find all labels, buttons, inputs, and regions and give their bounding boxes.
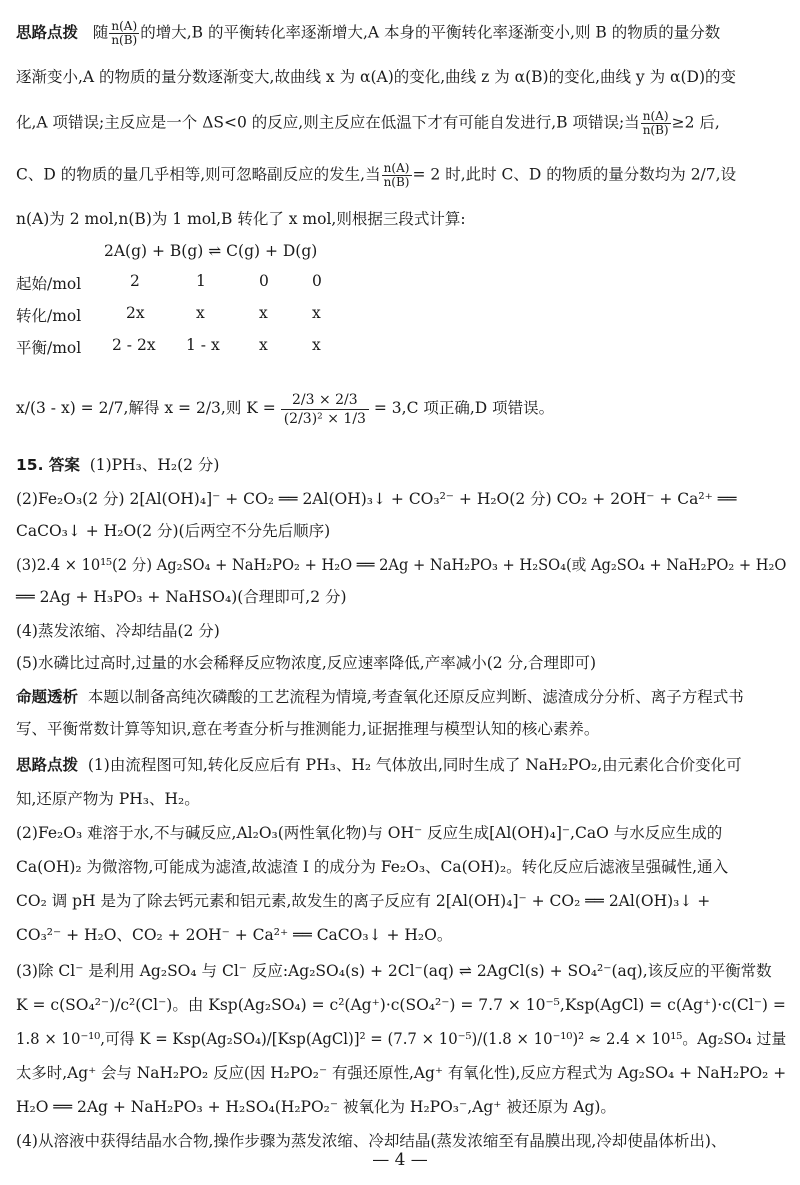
paragraph-line: 知,还原产物为 PH₃、H₂。 [16, 790, 200, 808]
paragraph-line [16, 162, 736, 189]
paragraph-line: 1.8 × 10⁻¹⁰,可得 K = Ksp(Ag₂SO₄)/[Ksp(AgCl)]² = (7.7 × 10⁻⁵)/(1.8 × 10⁻¹⁰)² ≈ 2.4 × 10¹⁵。Ag₂SO₄ 过量 [16, 1030, 787, 1048]
text-run: C、D 的物质的量几乎相等,则可忽略副反应的发生,当 [16, 165, 381, 184]
fraction [641, 110, 671, 137]
section-label: 思路点拨 [16, 756, 79, 774]
question-header [16, 454, 219, 476]
ice-row-label: 起始/mol [16, 275, 82, 293]
answer-line: (3)2.4 × 10¹⁵(2 分) Ag₂SO₄ + NaH₂PO₂ + H₂O ══ 2Ag + NaH₂PO₃ + H₂SO₄(或 Ag₂SO₄ + NaH₂PO₂ + H₂O [16, 556, 787, 574]
paragraph-line: K = c(SO₄²⁻)/c²(Cl⁻)。由 Ksp(Ag₂SO₄) = c²(Ag⁺)·c(SO₄²⁻) = 7.7 × 10⁻⁵,Ksp(AgCl) = c(Ag⁺)·c(Cl⁻) = [16, 996, 786, 1014]
paragraph-line [16, 686, 744, 708]
answer-line: CaCO₃↓ + H₂O(2 分)(后两空不分先后顺序) [16, 522, 331, 540]
paragraph-line: (3)除 Cl⁻ 是利用 Ag₂SO₄ 与 Cl⁻ 反应:Ag₂SO₄(s) + 2Cl⁻(aq) ⇌ 2AgCl(s) + SO₄²⁻(aq),该反应的平衡常数 [16, 962, 772, 980]
answer-part: (1)PH₃、H₂(2 分) [89, 456, 220, 474]
ice-cell: 0 [312, 272, 322, 290]
answer-line: ══ 2Ag + H₃PO₃ + NaHSO₄)(合理即可,2 分) [16, 588, 347, 606]
text-run: 化,A 项错误;主反应是一个 ΔS<0 的反应,则主反应在低温下才有可能自发进行,B 项错误;当 [16, 113, 640, 132]
paragraph-line: 写、平衡常数计算等知识,意在考查分析与推测能力,证据推理与模型认知的核心素养。 [16, 720, 600, 738]
paragraph-line [16, 386, 554, 430]
ice-cell: 2 - 2x [112, 336, 156, 354]
fraction-denominator: n(B) [383, 175, 410, 189]
ice-cell: 2 [130, 272, 140, 290]
ice-row-label: 平衡/mol [16, 339, 82, 357]
ice-row-label: 转化/mol [16, 307, 82, 325]
ice-cell: x [259, 336, 268, 354]
text-run: = 2 时,此时 C、D 的物质的量分数均为 2/7,设 [412, 165, 737, 184]
ice-cell: x [312, 304, 321, 322]
fraction [382, 162, 412, 189]
paragraph-line [16, 110, 720, 137]
paragraph-line: 太多时,Ag⁺ 会与 NaH₂PO₂ 反应(因 H₂PO₂⁻ 有强还原性,Ag⁺ 有氧化性),反应方程式为 Ag₂SO₄ + NaH₂PO₂ + [16, 1064, 787, 1082]
question-number: 15. 答案 [16, 456, 80, 474]
ice-cell: x [259, 304, 268, 322]
answer-line: (4)蒸发浓缩、冷却结晶(2 分) [16, 622, 220, 640]
fraction [109, 20, 139, 47]
paragraph-line: (4)从溶液中获得结晶水合物,操作步骤为蒸发浓缩、冷却结晶(蒸发浓缩至有晶膜出现,冷却使晶体析出)、 [16, 1132, 727, 1150]
paragraph-line: CO₂ 调 pH 是为了除去钙元素和铝元素,故发生的离子反应有 2[Al(OH)₄]⁻ + CO₂ ══ 2Al(OH)₃↓ + [16, 892, 711, 910]
text-run: = 3,C 项正确,D 项错误。 [373, 399, 555, 417]
text-run: 的增大,B 的平衡转化率逐渐增大,A 本身的平衡转化率逐渐变小,则 B 的物质的量分数 [140, 23, 721, 42]
ice-cell: x [196, 304, 205, 322]
page-number: — 4 — [372, 1150, 428, 1170]
k-fraction [281, 391, 369, 428]
ice-cell: 1 [196, 272, 206, 290]
fraction-denominator: (2/3)² × 1/3 [283, 410, 366, 427]
paragraph-line [16, 20, 720, 47]
answer-line: (2)Fe₂O₃(2 分) 2[Al(OH)₄]⁻ + CO₂ ══ 2Al(OH)₃↓ + CO₃²⁻ + H₂O(2 分) CO₂ + 2OH⁻ + Ca²⁺ ══ [16, 490, 737, 508]
ice-cell: 2x [126, 304, 145, 322]
paragraph-line: CO₃²⁻ + H₂O、CO₂ + 2OH⁻ + Ca²⁺ ══ CaCO₃↓ + H₂O。 [16, 926, 453, 944]
paragraph-line: H₂O ══ 2Ag + NaH₂PO₃ + H₂SO₄(H₂PO₂⁻ 被氧化为 H₂PO₃⁻,Ag⁺ 被还原为 Ag)。 [16, 1098, 616, 1116]
ice-cell: 1 - x [186, 336, 220, 354]
fraction-denominator: n(B) [111, 33, 138, 47]
fraction-numerator: n(A) [109, 20, 139, 34]
paragraph-line: n(A)为 2 mol,n(B)为 1 mol,B 转化了 x mol,则根据三段式计算: [16, 210, 466, 228]
paragraph-line [16, 754, 742, 776]
ice-cell: x [312, 336, 321, 354]
fraction-numerator: 2/3 × 2/3 [281, 391, 369, 410]
paragraph-line: (2)Fe₂O₃ 难溶于水,不与碱反应,Al₂O₃(两性氧化物)与 OH⁻ 反应生成[Al(OH)₄]⁻,CaO 与水反应生成的 [16, 824, 723, 842]
ice-cell: 0 [259, 272, 269, 290]
section-label: 命题透析 [16, 688, 79, 706]
fraction-numerator: n(A) [382, 162, 412, 176]
text-run: 本题以制备高纯次磷酸的工艺流程为情境,考查氧化还原反应判断、滤渣成分分析、离子方程式书 [87, 688, 744, 706]
paragraph-line: Ca(OH)₂ 为微溶物,可能成为滤渣,故滤渣 Ⅰ 的成分为 Fe₂O₃、Ca(OH)₂。转化反应后滤液呈强碱性,通入 [16, 858, 729, 876]
text-run: (1)由流程图可知,转化反应后有 PH₃、H₂ 气体放出,同时生成了 NaH₂PO₂,由元素化合价变化可 [87, 756, 742, 774]
text-run: x/(3 - x) = 2/7,解得 x = 2/3,则 K = [16, 399, 276, 417]
answer-line: (5)水磷比过高时,过量的水会稀释反应物浓度,反应速率降低,产率减小(2 分,合理即可) [16, 654, 597, 672]
chemical-equation: 2A(g) + B(g) ⇌ C(g) + D(g) [104, 242, 318, 260]
fraction-denominator: n(B) [642, 123, 669, 137]
paragraph-line: 逐渐变小,A 的物质的量分数逐渐变大,故曲线 x 为 α(A)的变化,曲线 z 为 α(B)的变化,曲线 y 为 α(D)的变 [16, 68, 737, 86]
text-run: ≥2 后, [671, 113, 720, 132]
text-run: 随 [92, 23, 109, 42]
section-label: 思路点拨 [16, 23, 79, 42]
fraction-numerator: n(A) [641, 110, 671, 124]
